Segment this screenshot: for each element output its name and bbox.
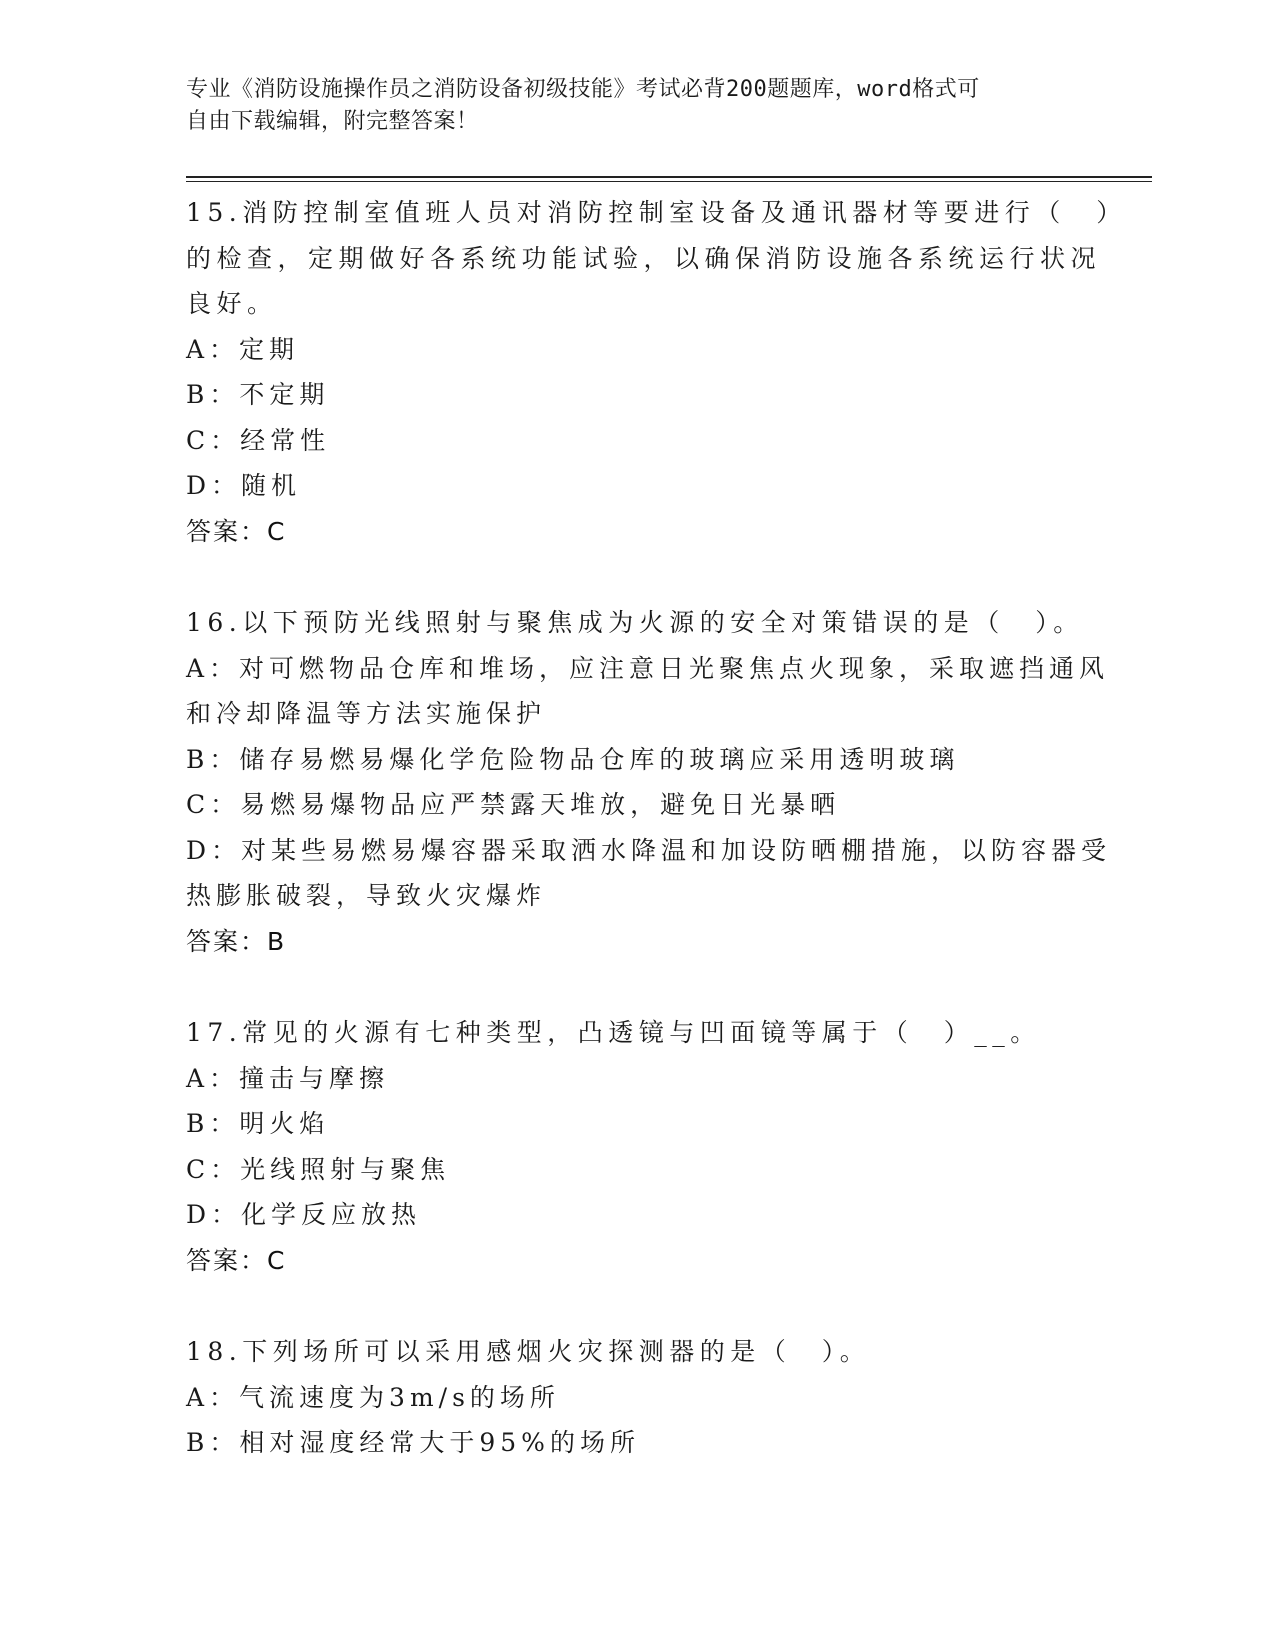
answer-option-line: A：定期 [186, 334, 300, 364]
answer-option-line: 和冷却降温等方法实施保护 [186, 699, 547, 728]
answer-option-line: B：明火焰 [186, 1109, 330, 1138]
answer-option-line: A：气流速度为3m/s的场所 [186, 1382, 560, 1412]
answer-option-line: C：易燃易爆物品应严禁露天堆放，避免日光暴晒 [186, 790, 841, 819]
answer-option [186, 463, 1086, 509]
answer-key: 答案：C [186, 1245, 287, 1275]
answer-option-line: A：撞击与摩擦 [186, 1063, 390, 1093]
question-text-line: 18.下列场所可以采用感烟火灾探测器的是（ ）。 [186, 1337, 871, 1366]
answer-option [186, 1147, 1086, 1193]
question-item [186, 600, 1112, 1010]
question-text [186, 190, 1127, 327]
answer-key: 答案：C [186, 516, 287, 546]
question-text-line: 的检查，定期做好各系统功能试验，以确保消防设施各系统运行状况 [186, 243, 1102, 273]
answer-option-line: C：经常性 [186, 425, 331, 455]
answer-option [186, 418, 1086, 464]
question-text-line: 15.消防控制室值班人员对消防控制室设备及通讯器材等要进行（ ） [186, 198, 1127, 227]
question-item [186, 190, 1127, 600]
answer-option-line: B：相对湿度经常大于95%的场所 [186, 1428, 640, 1457]
document-header [186, 74, 1066, 138]
answer-option-line: D：对某些易燃易爆容器采取洒水降温和加设防晒棚措施，以防容器受 [186, 835, 1112, 865]
answer-option [186, 1420, 1086, 1466]
answer-key: 答案：B [186, 926, 287, 956]
answer-option [186, 1375, 1086, 1421]
answer-option [186, 1101, 1086, 1147]
answer-option-line: B：不定期 [186, 380, 330, 409]
answer-option-line: D：化学反应放热 [186, 1200, 422, 1229]
question-spacer [186, 964, 1086, 1010]
question-item [186, 1010, 1086, 1329]
header-divider-bottom [186, 181, 1152, 182]
answer-option-line: A：对可燃物品仓库和堆场，应注意日光聚焦点火现象，采取遮挡通风 [186, 653, 1110, 683]
header-divider-top [186, 176, 1152, 178]
question-text [186, 1329, 1086, 1375]
answer-option-line: 热膨胀破裂，导致火灾爆炸 [186, 881, 547, 910]
answer-option [186, 1192, 1086, 1238]
answer-option [186, 737, 1086, 783]
answer-option [186, 372, 1086, 418]
question-text-line: 17.常见的火源有七种类型，凸透镜与凹面镜等属于（ ）__。 [186, 1018, 1041, 1047]
question-text-line: 16.以下预防光线照射与聚焦成为火源的安全对策错误的是（ ）。 [186, 608, 1084, 637]
question-spacer [186, 1283, 1086, 1329]
answer-option [186, 782, 1086, 828]
answer-option [186, 646, 1110, 737]
header-line-2: 自由下载编辑，附完整答案！ [186, 109, 479, 134]
question-text [186, 600, 1086, 646]
answer-option-line: C：光线照射与聚焦 [186, 1154, 451, 1184]
question-text-line: 良好。 [186, 289, 278, 318]
answer-option [186, 1056, 1086, 1102]
answer-option [186, 327, 1086, 373]
answer-option-line: D：随机 [186, 471, 302, 500]
question-spacer [186, 554, 1086, 600]
header-line-1: 专业《消防设施操作员之消防设备初级技能》考试必背200题题库，word格式可 [186, 77, 980, 102]
question-text [186, 1010, 1086, 1056]
answer-option [186, 828, 1112, 919]
answer-option-line: B：储存易燃易爆化学危险物品仓库的玻璃应采用透明玻璃 [186, 744, 960, 774]
question-item [186, 1329, 1086, 1466]
question-list [186, 190, 1127, 1466]
